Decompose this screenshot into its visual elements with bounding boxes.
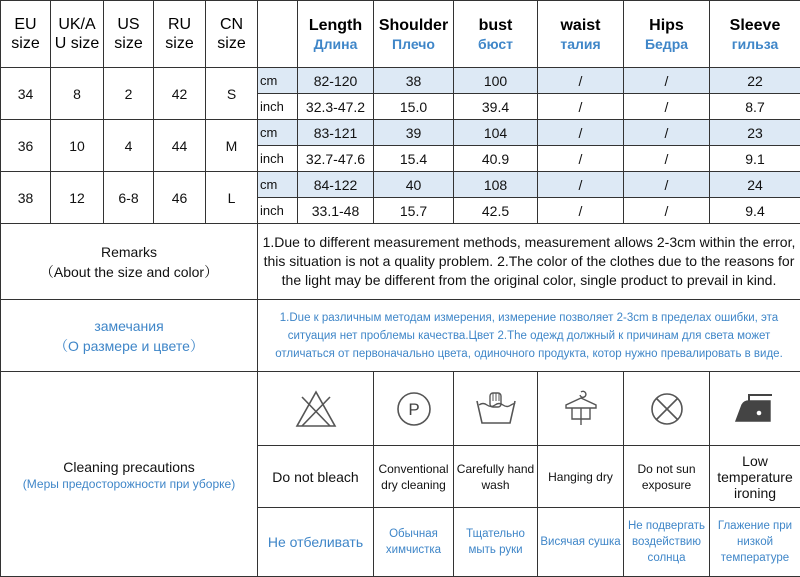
- remarks-ru-text: 1.Due к различным методам измерения, измерение позволяет 2-3cm в пределах ошибки, эта ситуация нет проблемы качества.Цвет 2.The одежд должный к причинам для света может отличаться от первоначально цвета, одиночного продукта, котор нужно превалировать в виде.: [258, 300, 800, 372]
- cn-size-cell: L: [206, 172, 258, 224]
- cn-size-cell: M: [206, 120, 258, 172]
- hand-wash-icon-cell: [454, 372, 538, 446]
- length-cell: 32.7-47.6: [298, 146, 374, 172]
- hanging-dry-icon-cell: [538, 372, 624, 446]
- remarks-ru-label-cell: [1, 300, 258, 372]
- cn-size-header: CN size: [206, 1, 258, 68]
- sleeve-header: Sleeve гильза: [710, 1, 800, 68]
- eu-size-cell: 38: [1, 172, 51, 224]
- hand-wash-icon: [473, 389, 519, 429]
- uk-size-cell: 12: [51, 172, 104, 224]
- size-row-cm: [1, 120, 800, 146]
- hips-header: Hips Бедра: [624, 1, 710, 68]
- uk-size-cell: 8: [51, 68, 104, 120]
- us-size-cell: 6-8: [104, 172, 154, 224]
- waist-cell: /: [538, 68, 624, 94]
- length-cell: 83-121: [298, 120, 374, 146]
- cn-size-cell: S: [206, 68, 258, 120]
- size-row-cm: [1, 68, 800, 94]
- unit-cell: inch: [258, 198, 298, 224]
- no-sun-icon-cell: [624, 372, 710, 446]
- length-cell: 32.3-47.2: [298, 94, 374, 120]
- eu-size-header: EU size: [1, 1, 51, 68]
- care-icons-row: [1, 372, 800, 446]
- care-ru-no-sun: Не подвергать воздействию солнца: [624, 508, 710, 577]
- low-iron-icon-cell: [710, 372, 800, 446]
- unit-cell: cm: [258, 120, 298, 146]
- no-sun-icon: [647, 389, 687, 429]
- header-row: [1, 1, 800, 68]
- hips-cell: /: [624, 198, 710, 224]
- bust-header: bust бюст: [454, 1, 538, 68]
- no-bleach-icon-cell: [258, 372, 374, 446]
- care-ru-no-bleach: Не отбеливать: [258, 508, 374, 577]
- care-label-no-bleach: Do not bleach: [258, 446, 374, 508]
- remarks-ru-sublabel: （О размере и цвете）: [54, 337, 204, 354]
- care-sublabel: (Меры предосторожности при уборке): [22, 477, 236, 491]
- care-ru-low-iron: Глажение при низкой температуре: [710, 508, 800, 577]
- unit-cell: cm: [258, 172, 298, 198]
- care-ru-dry-clean: Обычная химчистка: [374, 508, 454, 577]
- waist-cell: /: [538, 198, 624, 224]
- waist-cell: /: [538, 94, 624, 120]
- sleeve-cell: 9.1: [710, 146, 800, 172]
- unit-cell: cm: [258, 68, 298, 94]
- bust-cell: 108: [454, 172, 538, 198]
- care-ru-hand-wash: Тщательно мыть руки: [454, 508, 538, 577]
- ru-size-cell: 44: [154, 120, 206, 172]
- sleeve-cell: 24: [710, 172, 800, 198]
- ru-size-cell: 46: [154, 172, 206, 224]
- waist-header: waist талия: [538, 1, 624, 68]
- sleeve-cell: 22: [710, 68, 800, 94]
- length-cell: 82-120: [298, 68, 374, 94]
- shoulder-cell: 15.7: [374, 198, 454, 224]
- care-label: Cleaning precautions: [63, 459, 195, 475]
- shoulder-cell: 39: [374, 120, 454, 146]
- svg-text:P: P: [407, 399, 420, 419]
- hips-cell: /: [624, 120, 710, 146]
- remarks-row: [1, 224, 800, 300]
- care-label-low-iron: Low temperature ironing: [710, 446, 800, 508]
- us-size-header: US size: [104, 1, 154, 68]
- care-ru-hanging-dry: Висячая сушка: [538, 508, 624, 577]
- unit-cell: inch: [258, 146, 298, 172]
- remarks-text: 1.Due to different measurement methods, measurement allows 2-3cm within the error, this situation is not a quality problem. 2.The color of the clothes due to the reasons for the light may be different from the original color, single product to prevail in kind.: [258, 224, 800, 300]
- sleeve-cell: 9.4: [710, 198, 800, 224]
- size-row-cm: [1, 172, 800, 198]
- sleeve-cell: 23: [710, 120, 800, 146]
- eu-size-cell: 34: [1, 68, 51, 120]
- length-header: Length Длина: [298, 1, 374, 68]
- us-size-cell: 4: [104, 120, 154, 172]
- remarks-label-cell: [1, 224, 258, 300]
- care-label-hanging-dry: Hanging dry: [538, 446, 624, 508]
- low-iron-icon: [732, 389, 778, 429]
- dry-clean-p-icon: [394, 389, 434, 429]
- hips-cell: /: [624, 172, 710, 198]
- no-bleach-icon: [294, 389, 338, 429]
- eu-size-cell: 36: [1, 120, 51, 172]
- uk-size-header: UK/A U size: [51, 1, 104, 68]
- sleeve-cell: 8.7: [710, 94, 800, 120]
- us-size-cell: 2: [104, 68, 154, 120]
- care-label-cell: [1, 372, 258, 577]
- length-cell: 33.1-48: [298, 198, 374, 224]
- uk-size-cell: 10: [51, 120, 104, 172]
- bust-cell: 100: [454, 68, 538, 94]
- waist-cell: /: [538, 172, 624, 198]
- bust-cell: 40.9: [454, 146, 538, 172]
- hips-cell: /: [624, 94, 710, 120]
- shoulder-header: Shoulder Плечо: [374, 1, 454, 68]
- bust-cell: 104: [454, 120, 538, 146]
- care-label-no-sun: Do not sun exposure: [624, 446, 710, 508]
- shoulder-cell: 15.4: [374, 146, 454, 172]
- unit-header: [258, 1, 298, 68]
- bust-cell: 42.5: [454, 198, 538, 224]
- hanging-dry-icon: [561, 389, 601, 429]
- remarks-sublabel: （About the size and color）: [39, 263, 219, 280]
- remarks-label: Remarks: [100, 243, 157, 260]
- ru-size-header: RU size: [154, 1, 206, 68]
- dry-clean-icon-cell: [374, 372, 454, 446]
- ru-size-cell: 42: [154, 68, 206, 120]
- hips-cell: /: [624, 68, 710, 94]
- care-label-hand-wash: Carefully hand wash: [454, 446, 538, 508]
- shoulder-cell: 38: [374, 68, 454, 94]
- hips-cell: /: [624, 146, 710, 172]
- unit-cell: inch: [258, 94, 298, 120]
- length-cell: 84-122: [298, 172, 374, 198]
- care-label-dry-clean: Conventional dry cleaning: [374, 446, 454, 508]
- shoulder-cell: 40: [374, 172, 454, 198]
- remarks-ru-label: замечания: [94, 317, 164, 334]
- shoulder-cell: 15.0: [374, 94, 454, 120]
- waist-cell: /: [538, 146, 624, 172]
- remarks-ru-row: [1, 300, 800, 372]
- bust-cell: 39.4: [454, 94, 538, 120]
- waist-cell: /: [538, 120, 624, 146]
